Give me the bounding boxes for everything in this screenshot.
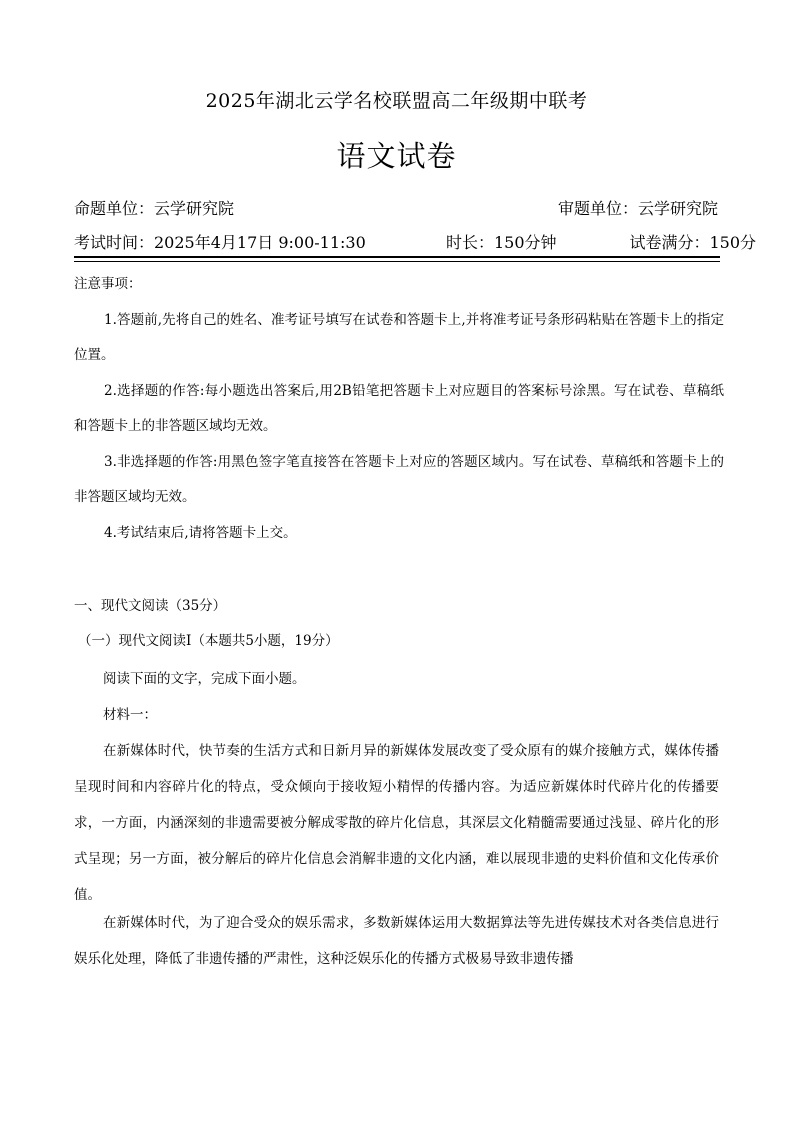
material-paragraph: 在新媒体时代，为了迎合受众的娱乐需求，多数新媒体运用大数据算法等先进传媒技术对各类信息进行娱乐化处理，降低了非遗传播的严肃性，这种泛娱乐化的传播方式极易导致非遗传播 [74, 915, 719, 967]
notice-item: 1.答题前,先将自己的姓名、准考证号填写在试卷和答题卡上,并将准考证号条形码粘贴在答题卡上的指定位置。 [74, 312, 724, 363]
full-score: 试卷满分：150分 [629, 233, 756, 252]
notice-item: 3.非选择题的作答:用黑色签字笔直接答在答题卡上对应的答题区域内。写在试卷、草稿纸和答题卡上的非答题区域均无效。 [74, 454, 724, 505]
header-divider-thin [74, 261, 720, 262]
exam-duration: 时长：150分钟 [446, 233, 557, 252]
notice-item: 2.选择题的作答:每小题选出答案后,用2B铅笔把答题卡上对应题目的答案标号涂黑。写在试卷、草稿纸和答题卡上的非答题区域均无效。 [74, 383, 724, 434]
header-divider-thick [74, 256, 720, 258]
exam-time: 考试时间：2025年4月17日 9:00-11:30 [74, 233, 366, 252]
exam-title: 2025年湖北云学名校联盟高二年级期中联考 [205, 90, 588, 112]
section-subheading: （一）现代文阅读Ⅰ（本题共5小题，19分） [78, 633, 339, 649]
reading-instruction: 阅读下面的文字，完成下面小题。 [103, 671, 306, 687]
material-paragraph: 在新媒体时代，快节奏的生活方式和日新月异的新媒体发展改变了受众原有的媒介接触方式，媒体传播呈现时间和内容碎片化的特点，受众倾向于接收短小精悍的传播内容。为适应新媒体时代碎片化的传播要求，一方面，内涵深刻的非遗需要被分解成零散的碎片化信息，其深层文化精髓需要通过浅显、碎片化的形式呈现；另一方面，被分解后的碎片化信息会消解非遗的文化内涵，难以展现非遗的史料价值和文化传承价值。 [74, 743, 719, 903]
notice-item: 4.考试结束后,请将答题卡上交。 [104, 525, 297, 541]
material-label: 材料一： [103, 707, 157, 723]
subject-title: 语文试卷 [336, 139, 457, 173]
reviewer-unit: 审题单位：云学研究院 [557, 199, 718, 218]
section-heading: 一、现代文阅读（35分） [74, 598, 227, 614]
setter-unit: 命题单位：云学研究院 [74, 199, 235, 218]
notice-title: 注意事项： [74, 276, 142, 292]
